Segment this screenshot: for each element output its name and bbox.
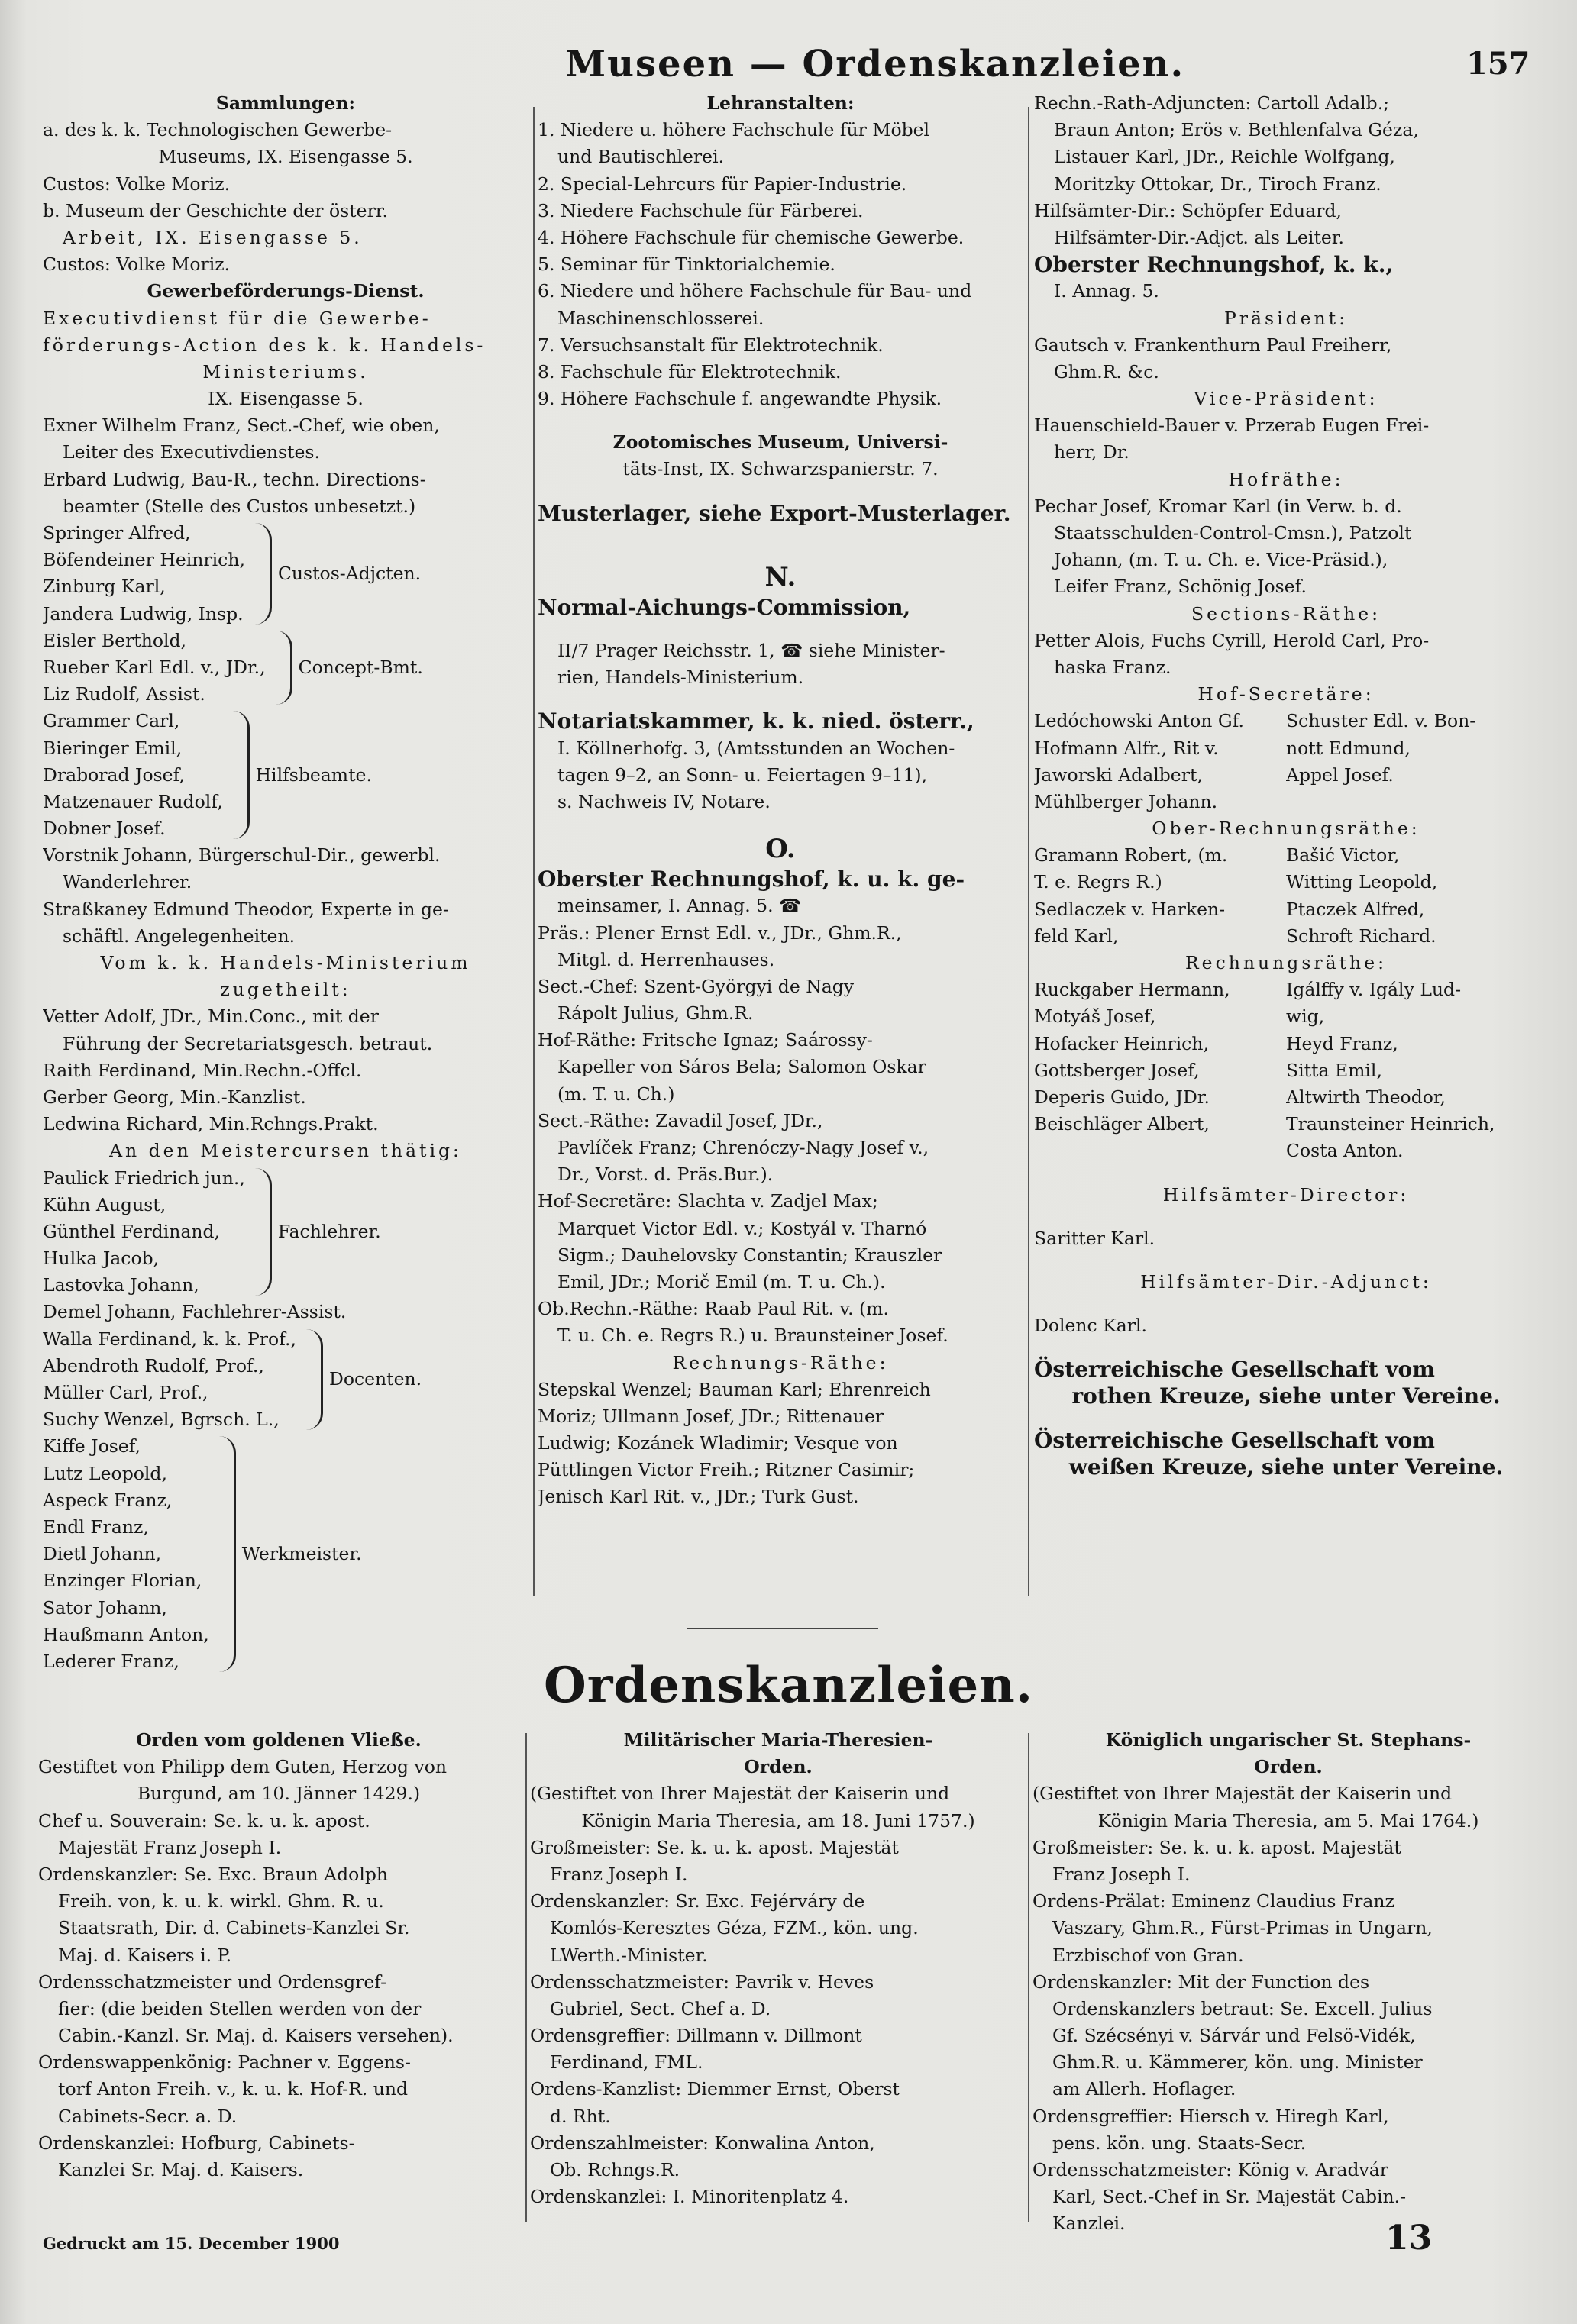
brace-group-label: Custos-Adjcten.: [277, 562, 422, 584]
text-line: d. Rht.: [550, 2105, 611, 2127]
order-maria-theresia: [530, 1727, 1026, 2210]
text-line: fier: (die beiden Stellen werden von der: [58, 1997, 422, 2019]
text-line: Vetter Adolf, JDr., Min.Conc., mit der: [43, 1005, 379, 1028]
text-line: Marquet Victor Edl. v.; Kostyál v. Tharnó: [557, 1217, 927, 1239]
text-line: Ministeriums.: [202, 360, 369, 382]
text-line: Stepskal Wenzel; Bauman Karl; Ehrenreich: [538, 1378, 931, 1400]
text-line: Hilfsämter-Dir.: Schöpfer Eduard,: [1034, 199, 1342, 221]
two-column-row: [1034, 708, 1538, 734]
text-line: Franz Joseph I.: [550, 1863, 688, 1885]
text-line: Sammlungen:: [215, 92, 356, 114]
text-line: Cabinets-Secr. a. D.: [58, 2105, 238, 2127]
text-line: Ordensgreffier: Hiersch v. Hiregh Karl,: [1032, 2105, 1389, 2127]
text-line: Maj. d. Kaisers i. P.: [58, 1944, 232, 1966]
text-line: Ludwig; Kozánek Wladimir; Vesque von: [538, 1432, 898, 1454]
text-line: 4. Höhere Fachschule für chemische Gewerbe.: [538, 226, 965, 248]
spacer: [538, 621, 1023, 637]
brace-group: [43, 708, 528, 842]
text-line: feld Karl,: [1034, 925, 1119, 947]
spacer: [538, 412, 1023, 429]
text-line: Ordens-Kanzlist: Diemmer Ernst, Oberst: [530, 2078, 900, 2100]
brace-group-names: [43, 1433, 209, 1675]
text-line: Ghm.R. &c.: [1054, 360, 1159, 382]
text-line: Sect.-Chef: Szent-Györgyi de Nagy: [538, 975, 855, 997]
text-line: Ghm.R. u. Kämmerer, kön. ung. Minister: [1052, 2051, 1423, 2074]
two-column-row: [1034, 1003, 1538, 1030]
spacer: [1034, 1165, 1538, 1182]
text-line: Hof-Räthe: Fritsche Ignaz; Saárossy-: [538, 1029, 873, 1051]
two-column-row: [1034, 735, 1538, 762]
spacer: [1034, 1296, 1538, 1312]
text-line: T. e. Regrs R.): [1034, 871, 1162, 893]
text-line: 1. Niedere u. höhere Fachschule für Möbel: [538, 119, 930, 141]
text-line: Beischläger Albert,: [1034, 1113, 1210, 1135]
text-line: Chef u. Souverain: Se. k. u. k. apost.: [38, 1809, 370, 1832]
text-line: Rechnungsräthe:: [1184, 952, 1388, 973]
print-date: Gedruckt am 15. December 1900: [43, 2234, 340, 2253]
spacer: [1034, 1410, 1538, 1427]
text-line: Ordensschatzmeister: Pavrik v. Heves: [530, 1971, 874, 1993]
two-column-row: [1034, 1057, 1538, 1084]
text-line: Rechnungs-Räthe:: [672, 1351, 889, 1373]
text-line: Staatsschulden-Control-Cmsn.), Patzolt: [1054, 522, 1412, 544]
text-line: Ob.Rechn.-Räthe: Raab Paul Rit. v. (m.: [538, 1298, 889, 1320]
text-line: Sedlaczek v. Harken-: [1034, 898, 1226, 920]
text-line: II/7 Prager Reichsstr. 1, ☎ siehe Minister-: [557, 640, 945, 661]
text-line: Bieringer Emil,: [43, 737, 183, 759]
text-line: Dobner Josef.: [43, 818, 166, 840]
text-line: Ordensschatzmeister: König v. Aradvár: [1032, 2159, 1389, 2180]
text-line: Ledóchowski Anton Gf.: [1034, 710, 1244, 732]
text-line: Österreichische Gesellschaft vom: [1034, 1357, 1435, 1383]
brace-group: [43, 1433, 528, 1675]
text-line: Hilfsämter-Dir.-Adjunct:: [1140, 1270, 1432, 1293]
text-line: Petter Alois, Fuchs Cyrill, Herold Carl, Pro-: [1034, 629, 1430, 651]
brace-group-names: [43, 628, 266, 708]
text-line: I. Köllnerhofg. 3, (Amtsstunden an Wochen-: [557, 737, 955, 759]
text-line: Hulka Jacob,: [43, 1248, 160, 1270]
text-line: Ordenskanzler: Sr. Exc. Fejérváry de: [530, 1890, 865, 1912]
text-line: Ordenszahlmeister: Konwalina Anton,: [530, 2132, 875, 2154]
text-line: Großmeister: Se. k. u. k. apost. Majestät: [530, 1836, 899, 1858]
text-line: Jandera Ludwig, Insp.: [43, 602, 244, 625]
text-line: haska Franz.: [1054, 656, 1171, 678]
text-line: Listauer Karl, JDr., Reichle Wolfgang,: [1054, 146, 1395, 168]
text-line: Gubriel, Sect. Chef a. D.: [550, 1997, 771, 2019]
text-line: Ordenskanzlei: Hofburg, Cabinets-: [38, 2132, 355, 2154]
brace-mark: [253, 1168, 272, 1296]
column-rule: [1028, 1733, 1029, 2222]
text-line: Ordenskanzlei: I. Minoritenplatz 4.: [530, 2186, 849, 2208]
text-line: pens. kön. ung. Staats-Secr.: [1052, 2132, 1307, 2154]
spacer: [1034, 1339, 1538, 1356]
text-line: Großmeister: Se. k. u. k. apost. Majestät: [1032, 1836, 1401, 1858]
brace-group-label: Fachlehrer.: [277, 1220, 381, 1242]
text-line: Notariatskammer, k. k. nied. österr.,: [538, 708, 974, 734]
text-line: Sator Johann,: [43, 1596, 167, 1619]
text-line: Franz Joseph I.: [1052, 1863, 1191, 1885]
text-line: Exner Wilhelm Franz, Sect.-Chef, wie oben,: [43, 415, 440, 437]
text-line: An den Meistercursen thätig:: [109, 1140, 462, 1162]
text-line: Rueber Karl Edl. v., JDr.,: [43, 656, 266, 678]
text-line: Draborad Josef,: [43, 763, 185, 786]
text-line: Leifer Franz, Schönig Josef.: [1054, 576, 1307, 598]
text-line: Demel Johann, Fachlehrer-Assist.: [43, 1301, 347, 1323]
order-st-stephan: [1032, 1727, 1544, 2238]
text-line: Springer Alfred,: [43, 522, 191, 544]
text-line: herr, Dr.: [1054, 441, 1129, 463]
order-golden-fleece: [38, 1727, 519, 2184]
text-line: Müller Carl, Prof.,: [43, 1382, 208, 1403]
spacer: [1034, 1209, 1538, 1225]
text-line: Hauenschield-Bauer v. Przerab Eugen Frei-: [1034, 415, 1430, 437]
two-column-row: [1034, 1138, 1538, 1164]
text-line: förderungs-Action des k. k. Handels-: [43, 334, 486, 356]
text-line: Vom k. k. Handels-Ministerium: [100, 952, 471, 973]
text-line: 5. Seminar für Tinktorialchemie.: [538, 253, 835, 276]
text-line: Hofacker Heinrich,: [1034, 1032, 1209, 1054]
text-line: Komlós-Keresztes Géza, FZM., kön. ung.: [550, 1917, 919, 1939]
section-separator: [687, 1628, 878, 1629]
text-line: Ruckgaber Hermann,: [1034, 979, 1230, 1001]
text-line: Heyd Franz,: [1286, 1032, 1398, 1054]
two-column-row: [1034, 762, 1538, 789]
text-line: Ordenswappenkönig: Pachner v. Eggens-: [38, 2051, 411, 2074]
text-line: Museums, IX. Eisengasse 5.: [158, 146, 413, 168]
brace-group-label: Docenten.: [328, 1368, 422, 1390]
text-line: Lutz Leopold,: [43, 1462, 167, 1484]
text-line: I. Annag. 5.: [1054, 280, 1159, 302]
text-line: N.: [764, 561, 797, 592]
text-line: Musterlager, siehe Export-Musterlager.: [538, 500, 1011, 526]
text-line: Dolenc Karl.: [1034, 1315, 1147, 1337]
text-line: Normal-Aichungs-Commission,: [538, 594, 911, 620]
text-line: Sigm.; Dauhelovsky Constantin; Krauszler: [557, 1244, 942, 1266]
text-line: Pechar Josef, Kromar Karl (in Verw. b. d.: [1034, 495, 1402, 517]
text-line: Suchy Wenzel, Bgrsch. L.,: [43, 1409, 280, 1431]
text-line: Oberster Rechnungshof, k. k.,: [1034, 252, 1394, 278]
text-line: Ledwina Richard, Min.Rchngs.Prakt.: [43, 1113, 379, 1135]
text-line: schäftl. Angelegenheiten.: [63, 925, 296, 947]
two-column-row: [1034, 1031, 1538, 1057]
text-line: Endl Franz,: [43, 1515, 149, 1538]
text-line: beamter (Stelle des Custos unbesetzt.): [63, 495, 416, 517]
text-line: Paulick Friedrich jun.,: [43, 1167, 245, 1189]
brace-group-names: [43, 520, 245, 628]
text-line: Motyáš Josef,: [1034, 1005, 1156, 1028]
text-line: 2. Special-Lehrcurs für Papier-Industrie.: [538, 173, 907, 195]
text-line: Ob. Rchngs.R.: [550, 2159, 680, 2180]
text-line: Vaszary, Ghm.R., Fürst-Primas in Ungarn,: [1052, 1917, 1433, 1939]
text-line: und Bautischlerei.: [557, 146, 725, 168]
text-line: Braun Anton; Erös v. Bethlenfalva Géza,: [1054, 119, 1419, 141]
brace-group: [43, 1165, 528, 1299]
running-title: Museen — Ordenskanzleien.: [565, 43, 1185, 86]
column-rule: [1028, 107, 1029, 1596]
text-line: Königin Maria Theresia, am 5. Mai 1764.): [1097, 1809, 1479, 1832]
two-column-row: [1034, 1111, 1538, 1138]
text-line: Ordens-Prälat: Eminenz Claudius Franz: [1032, 1890, 1394, 1912]
text-line: [1034, 1138, 1286, 1164]
text-line: meinsamer, I. Annag. 5. ☎: [557, 895, 802, 917]
text-line: Schroft Richard.: [1286, 925, 1436, 947]
text-line: weißen Kreuze, siehe unter Vereine.: [1068, 1454, 1504, 1480]
text-line: Burgund, am 10. Jänner 1429.): [137, 1783, 421, 1805]
text-line: am Allerh. Hoflager.: [1052, 2078, 1236, 2100]
text-line: IX. Eisengasse 5.: [208, 388, 364, 410]
text-line: Haußmann Anton,: [43, 1623, 209, 1645]
text-line: a. des k. k. Technologischen Gewerbe-: [43, 119, 393, 141]
text-line: Dietl Johann,: [43, 1543, 162, 1565]
text-line: Kanzlei.: [1052, 2213, 1126, 2235]
text-line: Österreichische Gesellschaft vom: [1034, 1427, 1435, 1453]
text-line: Präsident:: [1223, 307, 1349, 329]
text-line: 3. Niedere Fachschule für Färberei.: [538, 199, 864, 221]
text-line: Vice-Präsident:: [1194, 388, 1378, 410]
text-line: 9. Höhere Fachschule f. angewandte Physik.: [538, 388, 942, 410]
text-line: Püttlingen Victor Freih.; Ritzner Casimir;: [538, 1459, 915, 1481]
text-line: Rápolt Julius, Ghm.R.: [557, 1002, 754, 1025]
text-line: Kühn August,: [43, 1193, 166, 1215]
brace-mark: [253, 523, 272, 625]
text-line: Erbard Ludwig, Bau-R., techn. Directions-: [43, 468, 426, 490]
text-line: Emil, JDr.; Morič Emil (m. T. u. Ch.).: [557, 1270, 886, 1293]
text-line: LWerth.-Minister.: [550, 1944, 708, 1966]
text-line: Abendroth Rudolf, Prof.,: [43, 1354, 264, 1377]
text-line: Hof-Secretäre: Slachta v. Zadjel Max;: [538, 1190, 878, 1212]
brace-mark: [231, 711, 250, 839]
text-line: torf Anton Freih. v., k. u. k. Hof-R. und: [58, 2078, 409, 2100]
two-column-row: [1034, 896, 1538, 923]
text-line: nott Edmund,: [1286, 737, 1411, 759]
text-line: rothen Kreuze, siehe unter Vereine.: [1071, 1383, 1501, 1409]
text-line: Königin Maria Theresia, am 18. Juni 1757.): [581, 1809, 975, 1832]
text-line: Custos: Volke Moriz.: [43, 173, 231, 195]
text-line: Gautsch v. Frankenthurn Paul Freiherr,: [1034, 334, 1392, 356]
text-line: Orden vom goldenen Vließe.: [136, 1729, 422, 1751]
brace-mark: [273, 631, 292, 705]
text-line: 6. Niedere und höhere Fachschule für Bau- und: [538, 280, 972, 302]
spacer: [538, 483, 1023, 500]
text-line: Günthel Ferdinand,: [43, 1220, 221, 1242]
text-line: Leiter des Executivdienstes.: [63, 441, 320, 463]
section-title: Ordenskanzleien.: [543, 1657, 1034, 1714]
text-line: Kanzlei Sr. Maj. d. Kaisers.: [58, 2159, 304, 2180]
text-line: Aspeck Franz,: [43, 1489, 173, 1511]
brace-group-names: [43, 1326, 296, 1434]
brace-mark: [304, 1329, 323, 1431]
text-line: Hilfsämter-Dir.-Adjct. als Leiter.: [1054, 226, 1344, 248]
column-rule: [533, 107, 535, 1596]
text-line: Karl, Sect.-Chef in Sr. Majestät Cabin.-: [1052, 2186, 1407, 2208]
text-line: Gewerbeförderungs-Dienst.: [147, 280, 425, 302]
column-middle: [538, 90, 1023, 1511]
text-line: rien, Handels-Ministerium.: [557, 667, 804, 689]
text-line: Moriz; Ullmann Josef, JDr.; Rittenauer: [538, 1405, 884, 1427]
brace-group-label: Werkmeister.: [241, 1543, 362, 1565]
text-line: Hof-Secretäre:: [1197, 683, 1375, 705]
text-line: Hofmann Alfr., Rit v.: [1034, 737, 1219, 759]
brace-mark: [217, 1436, 236, 1672]
text-line: Jenisch Karl Rit. v., JDr.; Turk Gust.: [538, 1486, 859, 1508]
text-line: Arbeit, IX. Eisengasse 5.: [63, 226, 363, 248]
two-column-row: [1034, 869, 1538, 896]
text-line: Witting Leopold,: [1286, 871, 1438, 893]
text-line: Ferdinand, FML.: [550, 2051, 703, 2074]
brace-group-label: Hilfsbeamte.: [255, 763, 372, 786]
text-line: Ordenskanzlers betraut: Se. Excell. Julius: [1052, 1997, 1433, 2019]
text-line: Ober-Rechnungsräthe:: [1152, 818, 1420, 840]
text-line: (Gestiftet von Ihrer Majestät der Kaiserin und: [1032, 1783, 1453, 1805]
text-line: Lastovka Johann,: [43, 1274, 199, 1296]
text-line: Zootomisches Museum, Universi-: [612, 431, 948, 454]
two-column-row: [1034, 976, 1538, 1003]
text-line: Ordensgreffier: Dillmann v. Dillmont: [530, 2025, 862, 2047]
text-line: Orden.: [744, 1756, 813, 1778]
text-line: Ptaczek Alfred,: [1286, 898, 1425, 920]
text-line: Rechn.-Rath-Adjuncten: Cartoll Adalb.;: [1034, 92, 1390, 114]
text-line: wig,: [1286, 1005, 1325, 1028]
text-line: Schuster Edl. v. Bon-: [1286, 710, 1476, 732]
spacer: [538, 815, 1023, 832]
brace-group: [43, 628, 528, 708]
two-column-row: [1034, 842, 1538, 869]
brace-group-label: Concept-Bmt.: [298, 656, 423, 678]
text-line: Enzinger Florian,: [43, 1570, 202, 1592]
text-line: Cabin.-Kanzl. Sr. Maj. d. Kaisers versehen).: [58, 2025, 454, 2047]
page-header: [0, 40, 1577, 86]
text-line: Traunsteiner Heinrich,: [1286, 1113, 1495, 1135]
two-column-row: [1034, 923, 1538, 950]
text-line: Deperis Guido, JDr.: [1034, 1086, 1210, 1108]
text-line: Appel Josef.: [1286, 763, 1394, 786]
text-line: Königlich ungarischer St. Stephans-: [1105, 1729, 1472, 1751]
text-line: Vorstnik Johann, Bürgerschul-Dir., gewerbl.: [43, 844, 441, 867]
text-line: Ordenskanzler: Se. Exc. Braun Adolph: [38, 1863, 389, 1885]
text-line: Ordensschatzmeister und Ordensgref-: [38, 1971, 387, 1993]
text-line: 7. Versuchsanstalt für Elektrotechnik.: [538, 334, 884, 356]
text-line: Oberster Rechnungshof, k. u. k. ge-: [538, 867, 965, 892]
text-line: Sitta Emil,: [1286, 1059, 1382, 1081]
text-line: Militärischer Maria-Theresien-: [623, 1729, 933, 1751]
text-line: (m. T. u. Ch.): [557, 1083, 675, 1105]
text-line: Raith Ferdinand, Min.Rechn.-Offcl.: [43, 1059, 362, 1081]
text-line: Moritzky Ottokar, Dr., Tiroch Franz.: [1054, 173, 1381, 195]
text-line: Grammer Carl,: [43, 710, 180, 732]
text-line: Kiffe Josef,: [43, 1435, 141, 1457]
text-line: Kapeller von Sáros Bela; Salomon Oskar: [557, 1056, 926, 1078]
text-line: Lederer Franz,: [43, 1650, 179, 1672]
text-line: Bašić Victor,: [1286, 844, 1400, 867]
sheet-signature: 13: [1385, 2219, 1433, 2258]
brace-group: [43, 520, 528, 628]
text-line: Zinburg Karl,: [43, 576, 166, 598]
text-line: Igálffy v. Igály Lud-: [1286, 979, 1462, 1001]
brace-group-names: [43, 708, 223, 842]
text-line: Erzbischof von Gran.: [1052, 1944, 1244, 1966]
text-line: täts-Inst, IX. Schwarzspanierstr. 7.: [622, 458, 939, 480]
text-line: zugetheilt:: [220, 979, 351, 1001]
spacer: [538, 691, 1023, 708]
text-line: Jaworski Adalbert,: [1034, 763, 1203, 786]
text-line: Maschinenschlosserei.: [557, 307, 764, 329]
text-line: b. Museum der Geschichte der österr.: [43, 199, 388, 221]
text-line: Mühlberger Johann.: [1034, 790, 1218, 812]
brace-group: [43, 1326, 528, 1434]
text-line: Sect.-Räthe: Zavadil Josef, JDr.,: [538, 1109, 823, 1131]
text-line: Gottsberger Josef,: [1034, 1059, 1200, 1081]
text-line: Saritter Karl.: [1034, 1227, 1155, 1249]
text-line: 8. Fachschule für Elektrotechnik.: [538, 360, 842, 382]
text-line: Gestiftet von Philipp dem Guten, Herzog von: [38, 1756, 448, 1778]
text-line: Wanderlehrer.: [63, 871, 192, 893]
text-line: Gf. Szécsényi v. Sárvár und Felsö-Vidék,: [1052, 2025, 1416, 2047]
text-line: Hilfsämter-Director:: [1162, 1183, 1410, 1206]
text-line: Eisler Berthold,: [43, 629, 187, 651]
column-right: [1034, 90, 1538, 1480]
text-line: Freih. von, k. u. k. wirkl. Ghm. R. u.: [58, 1890, 384, 1912]
text-line: Mitgl. d. Herrenhauses.: [557, 948, 775, 970]
text-line: Orden.: [1254, 1756, 1323, 1778]
text-line: Matzenauer Rudolf,: [43, 790, 223, 812]
text-line: Gerber Georg, Min.-Kanzlist.: [43, 1086, 306, 1108]
text-line: Böfendeiner Heinrich,: [43, 549, 245, 571]
text-line: Ordenskanzler: Mit der Function des: [1032, 1971, 1370, 1993]
text-line: Altwirth Theodor,: [1286, 1086, 1446, 1108]
text-line: (Gestiftet von Ihrer Majestät der Kaiserin und: [530, 1783, 950, 1805]
text-line: Custos: Volke Moriz.: [43, 253, 231, 276]
column-rule: [525, 1733, 527, 2222]
text-line: Straßkaney Edmund Theodor, Experte in ge-: [43, 898, 449, 920]
text-line: Pavlíček Franz; Chrenóczy-Nagy Josef v.,: [557, 1137, 929, 1158]
column-left: [43, 90, 528, 1675]
text-line: Lehranstalten:: [706, 92, 855, 114]
text-line: Hofräthe:: [1228, 468, 1344, 490]
text-line: O.: [765, 834, 796, 865]
brace-group-names: [43, 1165, 245, 1299]
text-line: Dr., Vorst. d. Präs.Bur.).: [557, 1164, 774, 1186]
text-line: Präs.: Plener Ernst Edl. v., JDr., Ghm.R.,: [538, 922, 902, 944]
spacer: [538, 527, 1023, 560]
spacer: [1034, 1252, 1538, 1269]
text-line: Gramann Robert, (m.: [1034, 844, 1228, 867]
text-line: Staatsrath, Dir. d. Cabinets-Kanzlei Sr.: [58, 1917, 410, 1939]
text-line: T. u. Ch. e. Regrs R.) u. Braunsteiner Josef.: [557, 1325, 948, 1347]
text-line: s. Nachweis IV, Notare.: [557, 790, 771, 812]
text-line: Liz Rudolf, Assist.: [43, 683, 205, 705]
text-line: Führung der Secretariatsgesch. betraut.: [63, 1032, 433, 1054]
text-line: Executivdienst für die Gewerbe-: [43, 307, 431, 329]
text-line: Johann, (m. T. u. Ch. e. Vice-Präsid.),: [1054, 549, 1388, 571]
text-line: tagen 9–2, an Sonn- u. Feiertagen 9–11),: [557, 763, 928, 786]
text-line: Majestät Franz Joseph I.: [58, 1836, 282, 1858]
text-line: Costa Anton.: [1286, 1140, 1404, 1162]
page-number: 157: [1466, 46, 1530, 82]
text-line: Walla Ferdinand, k. k. Prof.,: [43, 1328, 296, 1350]
text-line: Sections-Räthe:: [1191, 602, 1381, 625]
two-column-row: [1034, 1084, 1538, 1111]
